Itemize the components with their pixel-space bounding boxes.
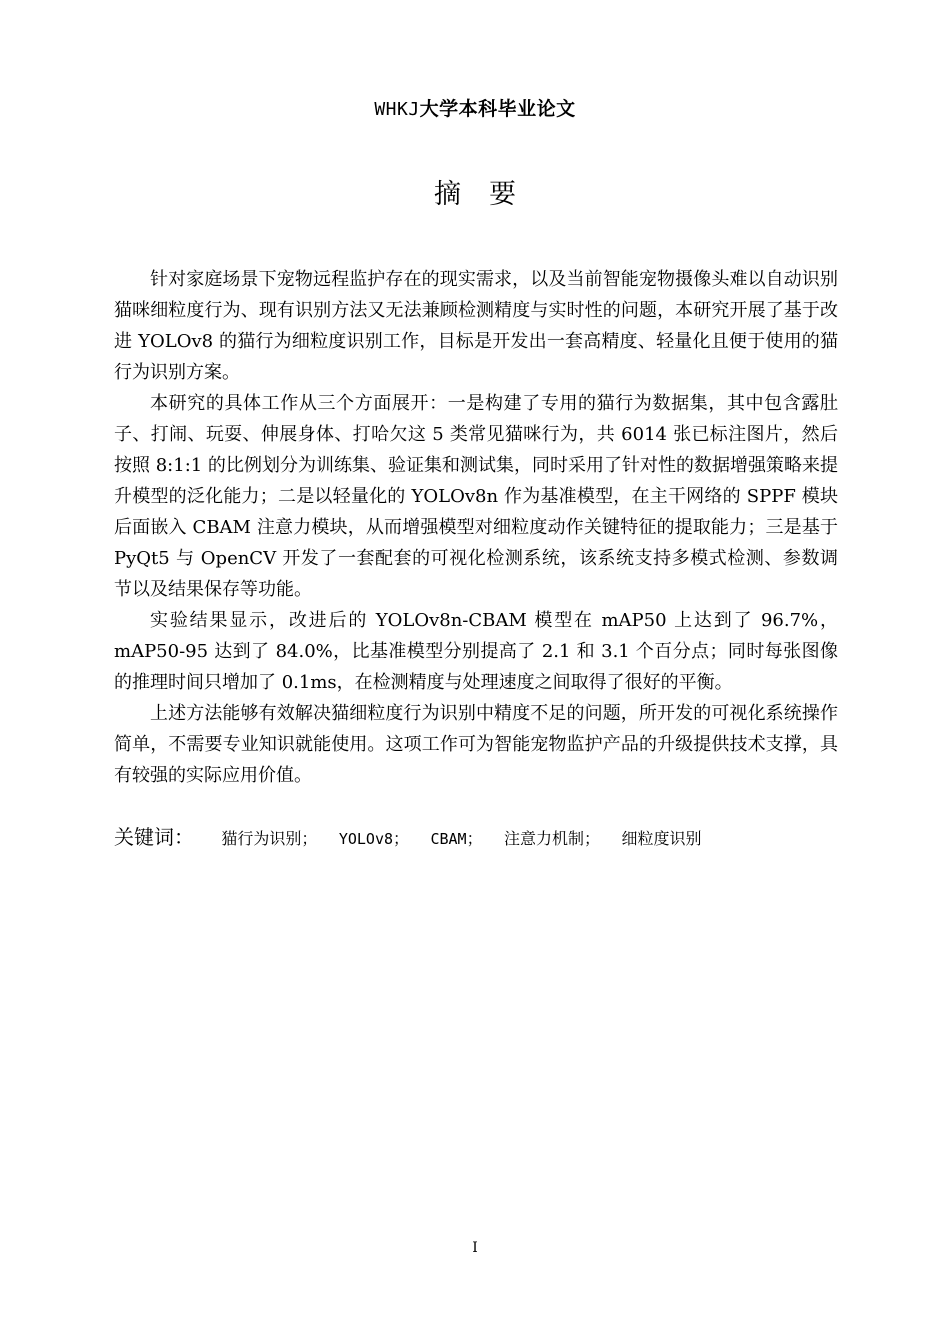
keywords-label: 关键词： (114, 825, 194, 849)
abstract-paragraph: 本研究的具体工作从三个方面展开：一是构建了专用的猫行为数据集，其中包含露肚子、打闹、玩耍、伸展身体、打哈欠这 5 类常见猫咪行为，共 6014 张已标注图片，然后按照 8:1:1 的比例划分为训练集、验证集和测试集，同时采用了针对性的数据增强策略来提升模型的泛化能力；二是以轻量化的 YOLOv8n 作为基准模型，在主干网络的 SPPF 模块后面嵌入 CBAM 注意力模块，从而增强模型对细粒度动作关键特征的提取能力；三是基于 PyQt5 与 OpenCV 开发了一套配套的可视化检测系统，该系统支持多模式检测、参数调节以及结果保存等功能。 (114, 393, 838, 600)
keyword-separator: ； (393, 829, 410, 848)
abstract-title: 摘要 (434, 179, 544, 210)
keyword-item: CBAM (430, 830, 467, 848)
keyword-separator: ； (301, 829, 318, 848)
header-title: 大学本科毕业论文 (419, 98, 576, 120)
abstract-paragraph: 针对家庭场景下宠物远程监护存在的现实需求，以及当前智能宠物摄像头难以自动识别猫咪细粒度行为、现有识别方法又无法兼顾检测精度与实时性的问题，本研究开展了基于改进 YOLOv8 的猫行为细粒度识别工作，目标是开发出一套高精度、轻量化且便于使用的猫行为识别方案。 (114, 269, 838, 383)
keyword-separator: ； (584, 829, 601, 848)
thesis-running-header (0, 94, 950, 121)
keyword-item: 注意力机制 (504, 829, 585, 848)
header-prefix: WHKJ (374, 99, 420, 120)
keywords-line (114, 822, 838, 854)
keyword-separator: ； (466, 829, 483, 848)
keyword-item: 细粒度识别 (621, 829, 702, 848)
abstract-paragraph: 上述方法能够有效解决猫细粒度行为识别中精度不足的问题，所开发的可视化系统操作简单，不需要专业知识就能使用。这项工作可为智能宠物监护产品的升级提供技术支撑，具有较强的实际应用价值。 (114, 703, 838, 786)
abstract-body (114, 264, 838, 791)
abstract-paragraph: 实验结果显示，改进后的 YOLOv8n-CBAM 模型在 mAP50 上达到了 96.7%，mAP50-95 达到了 84.0%，比基准模型分别提高了 2.1 和 3.1 个百分点；同时每张图像的推理时间只增加了 0.1ms，在检测精度与处理速度之间取得了很好的平衡。 (114, 610, 838, 693)
keyword-item: 猫行为识别 (221, 829, 302, 848)
keyword-item: YOLOv8 (338, 830, 394, 848)
page-number: I (472, 1240, 478, 1256)
